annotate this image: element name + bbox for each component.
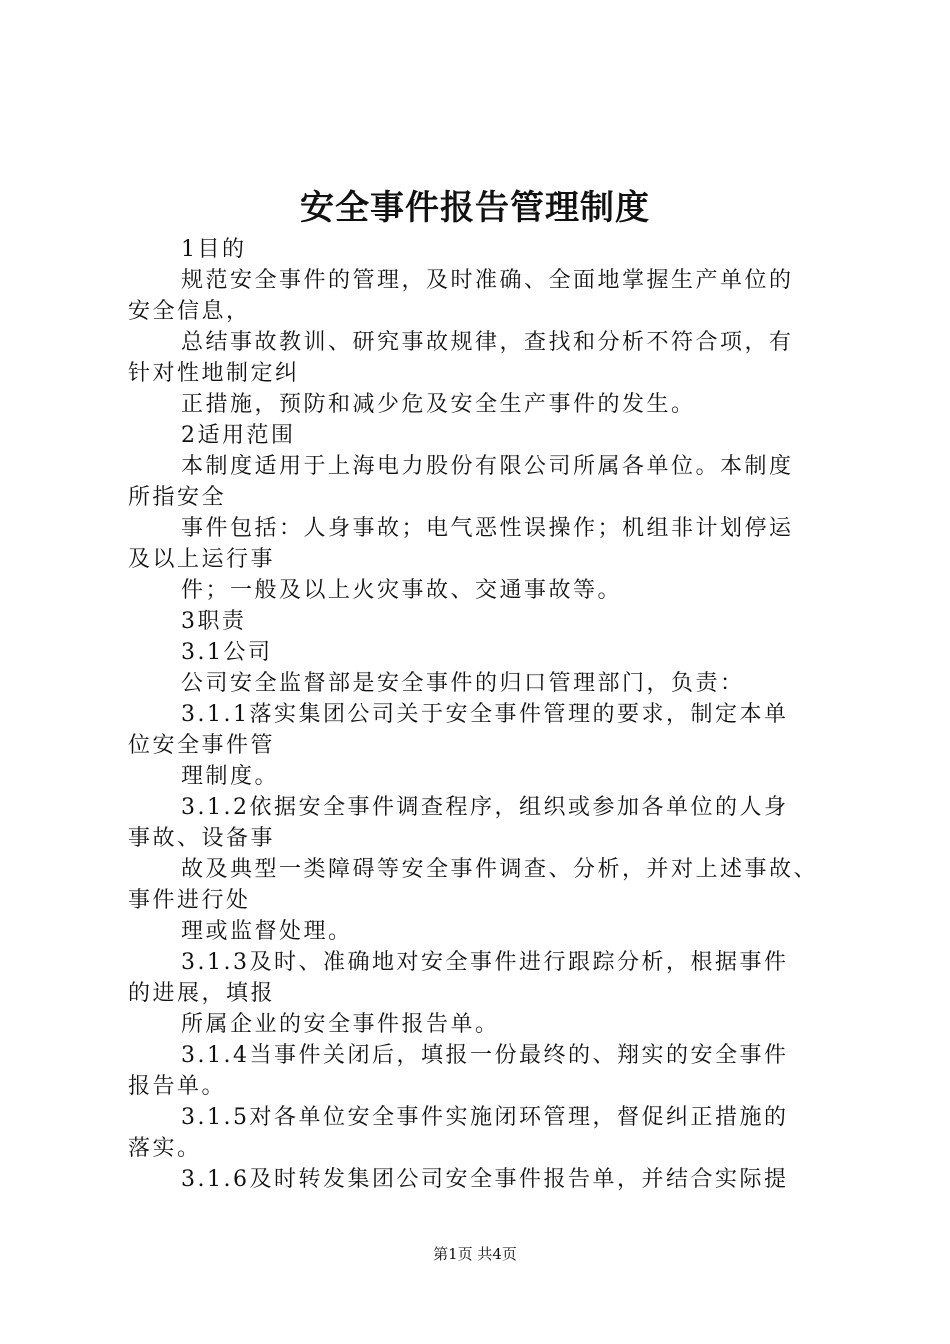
paragraph-line: 落实。	[128, 1136, 202, 1161]
paragraph-line: 3.1.2依据安全事件调查程序，组织或参加各单位的人身	[181, 795, 789, 820]
paragraph-line: 件；一般及以上火灾事故、交通事故等。	[181, 578, 623, 603]
paragraph-line: 理制度。	[181, 764, 280, 789]
subsection-heading: 3.1公司	[181, 640, 273, 665]
section-heading: 3职责	[181, 609, 247, 634]
paragraph-line: 3.1.4当事件关闭后，填报一份最终的、翔实的安全事件	[181, 1043, 789, 1068]
paragraph-line: 故及典型一类障碍等安全事件调查、分析，并对上述事故、	[181, 857, 819, 882]
paragraph-line: 总结事故教训、研究事故规律，查找和分析不符合项，有	[181, 330, 794, 355]
paragraph-line: 报告单。	[128, 1074, 227, 1099]
paragraph-line: 规范安全事件的管理，及时准确、全面地掌握生产单位的	[181, 268, 794, 293]
section-heading: 1目的	[181, 237, 247, 262]
paragraph-line: 3.1.1落实集团公司关于安全事件管理的要求，制定本单	[181, 702, 789, 727]
paragraph-line: 理或监督处理。	[181, 919, 353, 944]
document-body	[128, 234, 848, 1195]
paragraph-line: 及以上运行事	[128, 547, 276, 572]
paragraph-line: 所属企业的安全事件报告单。	[181, 1012, 500, 1037]
page-number-footer: 第1页 共4页	[433, 1245, 517, 1263]
paragraph-line: 所指安全	[128, 485, 227, 510]
paragraph-line: 针对性地制定纠	[128, 361, 300, 386]
paragraph-line: 安全信息，	[128, 299, 251, 324]
paragraph-line: 事件进行处	[128, 888, 251, 913]
paragraph-line: 3.1.6及时转发集团公司安全事件报告单，并结合实际提	[181, 1167, 789, 1192]
paragraph-line: 公司安全监督部是安全事件的归口管理部门，负责：	[181, 671, 745, 696]
paragraph-line: 事件包括：人身事故；电气恶性误操作；机组非计划停运	[181, 516, 794, 541]
paragraph-line: 本制度适用于上海电力股份有限公司所属各单位。本制度	[181, 454, 794, 479]
paragraph-line: 3.1.5对各单位安全事件实施闭环管理，督促纠正措施的	[181, 1105, 789, 1130]
paragraph-line: 事故、设备事	[128, 826, 276, 851]
section-heading: 2适用范围	[181, 423, 296, 448]
paragraph-line: 正措施，预防和减少危及安全生产事件的发生。	[181, 392, 696, 417]
paragraph-line: 的进展，填报	[128, 981, 276, 1006]
paragraph-line: 3.1.3及时、准确地对安全事件进行跟踪分析，根据事件	[181, 950, 789, 975]
document-title: 安全事件报告管理制度	[300, 188, 650, 228]
paragraph-line: 位安全事件管	[128, 733, 276, 758]
